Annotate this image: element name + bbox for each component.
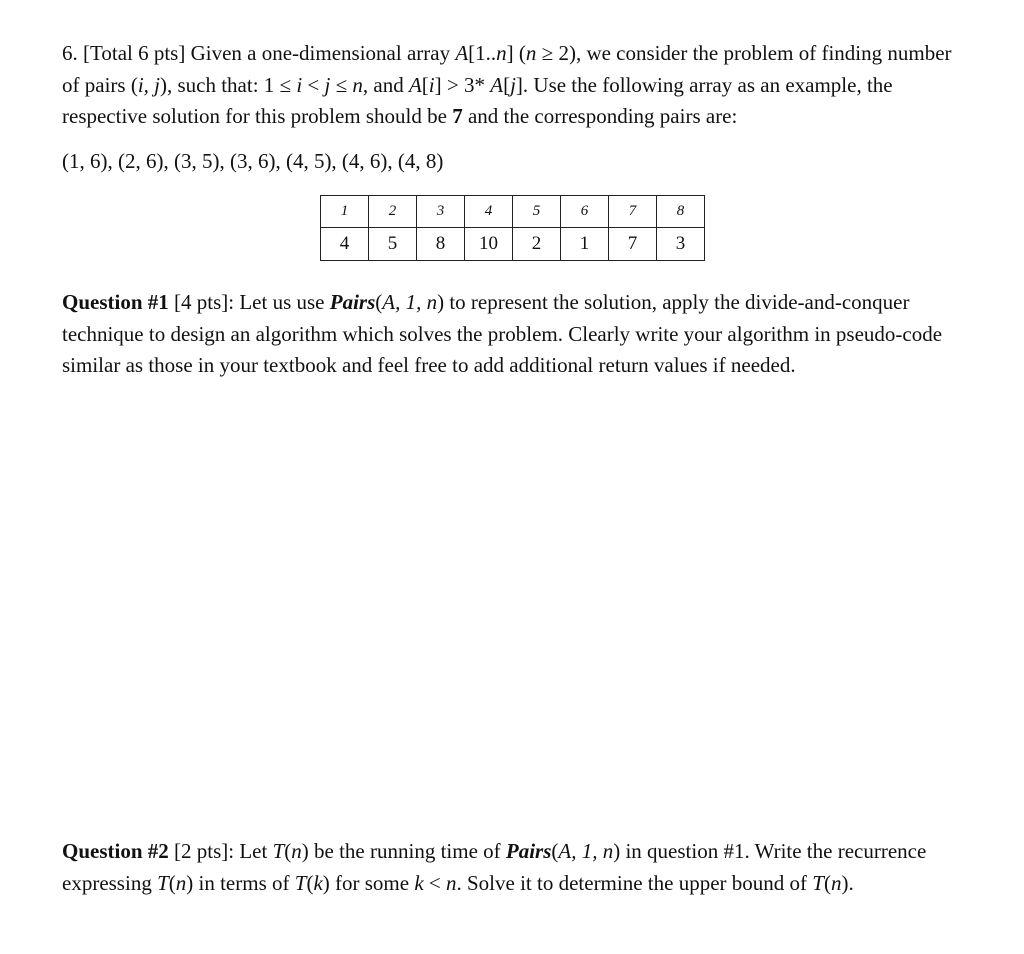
example-pairs xyxy=(62,146,982,178)
index-row xyxy=(321,196,705,228)
value-row xyxy=(321,228,705,261)
text-segment: [1.. xyxy=(468,41,497,65)
text-segment: Question #1 xyxy=(62,290,169,314)
text-segment: i, j xyxy=(137,72,160,97)
text-segment: j xyxy=(510,72,516,97)
array-index-cell: 1 xyxy=(321,196,369,228)
text-segment: 7 xyxy=(452,104,463,128)
array-index-cell: 4 xyxy=(465,196,513,228)
question-2 xyxy=(62,836,977,899)
text-segment: [4 pts]: Let us use xyxy=(168,290,330,314)
array-index-cell: 2 xyxy=(369,196,417,228)
text-segment: , and xyxy=(362,72,409,97)
text-segment: Pairs xyxy=(329,290,376,314)
text-segment: ( xyxy=(306,870,314,895)
text-segment: ≥ 2), we consider the problem of finding number of pairs ( xyxy=(62,41,952,97)
text-segment: ( xyxy=(823,870,831,895)
array-index-cell: 5 xyxy=(513,196,561,228)
array-value-cell: 4 xyxy=(321,228,369,261)
question-1 xyxy=(62,287,962,382)
text-segment: < xyxy=(302,72,325,97)
text-segment: i xyxy=(428,72,435,97)
text-segment: (1, 6), (2, 6), (3, 5), (3, 6), (4, 5), (4, 6), (4, 8) xyxy=(62,149,444,173)
text-segment: [2 pts]: Let xyxy=(168,839,273,863)
text-segment: ( xyxy=(375,290,383,314)
text-segment: [ xyxy=(503,72,511,97)
array-value-cell: 5 xyxy=(369,228,417,261)
text-segment: n xyxy=(291,839,302,863)
text-segment: n xyxy=(352,72,363,97)
text-segment: ] ( xyxy=(506,41,526,65)
text-segment: T xyxy=(157,870,169,895)
array-index-cell: 3 xyxy=(417,196,465,228)
text-segment: ( xyxy=(551,839,559,863)
array-value-cell: 2 xyxy=(513,228,561,261)
array-index-cell: 7 xyxy=(609,196,657,228)
text-segment: ) in terms of xyxy=(186,870,295,895)
text-segment: i xyxy=(296,72,303,97)
text-segment: n xyxy=(175,870,187,895)
text-segment: j xyxy=(324,72,331,97)
array-value-cell: 1 xyxy=(561,228,609,261)
text-segment: k xyxy=(414,870,424,895)
text-segment: ). xyxy=(841,870,854,895)
text-segment: ) to represent the solution, apply the divide-and-conquer technique to design an algorithm which solves the problem. Clearly write your algorithm in pseudo-code similar as those in your textbook and feel free to add additional return values if needed. xyxy=(62,290,943,377)
text-segment: T xyxy=(812,870,824,895)
array-value-cell: 8 xyxy=(417,228,465,261)
text-segment: ) in question #1. Write the recurrence expressing xyxy=(62,839,927,895)
example-array-table xyxy=(320,195,705,261)
text-segment: ), such that: 1 ≤ xyxy=(159,72,297,97)
text-segment: ≤ xyxy=(330,72,353,97)
text-segment: ) be the running time of xyxy=(301,839,506,863)
text-segment: A xyxy=(408,72,422,97)
text-segment: T xyxy=(272,839,285,863)
text-segment: n xyxy=(446,870,457,895)
array-index-cell: 6 xyxy=(561,196,609,228)
text-segment: Pairs xyxy=(505,839,552,863)
text-segment: n xyxy=(525,41,537,65)
text-segment: ( xyxy=(284,839,292,863)
array-value-cell: 3 xyxy=(657,228,705,261)
text-segment: A xyxy=(490,72,504,97)
array-value-cell: 10 xyxy=(465,228,513,261)
text-segment: A xyxy=(455,41,469,65)
text-segment: [ xyxy=(421,72,429,97)
array-value-cell: 7 xyxy=(609,228,657,261)
text-segment: ] > 3* xyxy=(434,72,491,97)
text-segment: Question #2 xyxy=(62,839,169,863)
text-segment: . Solve it to determine the upper bound of xyxy=(456,870,813,895)
text-segment: A, 1, n xyxy=(558,839,614,863)
text-segment: < xyxy=(423,870,446,895)
text-segment: T xyxy=(294,870,307,895)
text-segment: n xyxy=(830,870,842,895)
array-index-cell: 8 xyxy=(657,196,705,228)
text-segment: A, 1, n xyxy=(382,290,438,314)
text-segment: ) for some xyxy=(322,870,415,895)
text-segment: 6. [Total 6 pts] Given a one-dimensional array xyxy=(62,41,456,65)
text-segment: ( xyxy=(168,870,176,895)
text-segment: and the corresponding pairs are: xyxy=(462,104,738,128)
problem-statement xyxy=(62,38,967,133)
text-segment: ]. Use the following array as an example, the respective solution for this problem should be xyxy=(62,72,893,128)
text-segment: k xyxy=(313,870,323,895)
text-segment: n xyxy=(496,41,507,65)
